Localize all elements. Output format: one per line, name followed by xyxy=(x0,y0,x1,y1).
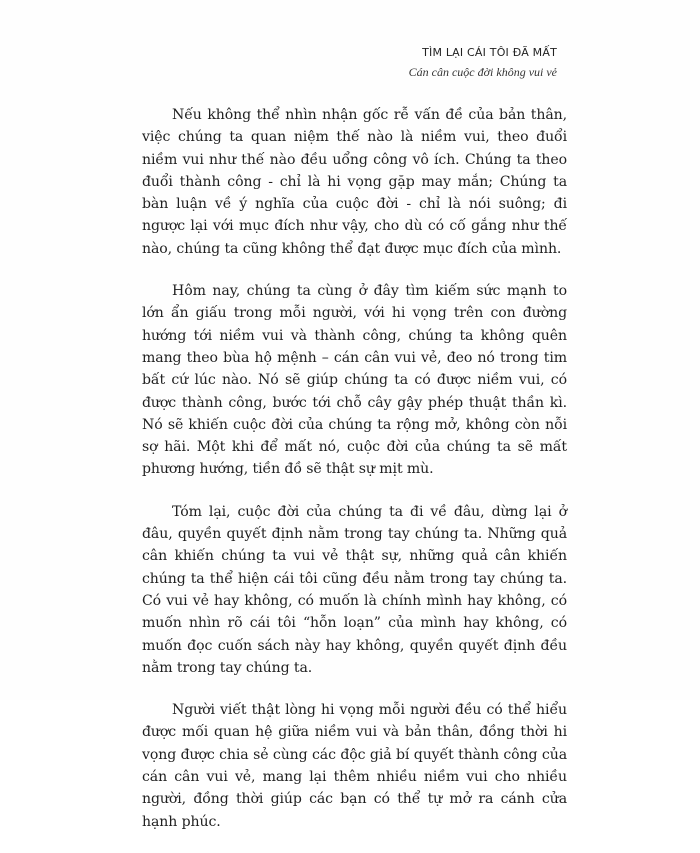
paragraph-1: Nếu không thể nhìn nhận gốc rễ vấn đề của bản thân, việc chúng ta quan niệm thế nào là niềm vui, theo đuổi niềm vui như thế nào đều uổng công vô ích. Chúng ta theo đuổi thành công - chỉ là hi vọng gặp may mắn; Chúng ta bàn luận về ý nghĩa của cuộc đời - chỉ là nói suông; đi ngược lại với mục đích như vậy, cho dù có cố gắng như thế nào, chúng ta cũng không thể đạt được mục đích của mình. xyxy=(142,107,567,257)
chapter-title: Cán cân cuộc đời không vui vẻ xyxy=(408,65,557,79)
paragraph-2: Hôm nay, chúng ta cùng ở đây tìm kiếm sức mạnh to lớn ẩn giấu trong mỗi người, với hi vọng trên con đường hướng tới niềm vui và thành công, chúng ta không quên mang theo bùa hộ mệnh – cán cân vui vẻ, đeo nó trong tim bất cứ lúc nào. Nó sẽ giúp chúng ta có được niềm vui, có được thành công, bước tới chỗ cây gậy phép thuật thần kì. Nó sẽ khiến cuộc đời của chúng ta rộng mở, không còn nỗi sợ hãi. Một khi để mất nó, cuộc đời của chúng ta sẽ mất phương hướng, tiền đồ sẽ thật sự mịt mù. xyxy=(142,283,567,478)
book-title: TÌM LẠI CÁI TÔI ĐÃ MẤT xyxy=(422,46,557,59)
running-header xyxy=(409,47,557,78)
paragraph-4: Người viết thật lòng hi vọng mỗi người đều có thể hiểu được mối quan hệ giữa niềm vui và bản thân, đồng thời hi vọng được chia sẻ cùng các độc giả bí quyết thành công của cán cân vui vẻ, mang lại thêm nhiều niềm vui cho nhiều người, đồng thời giúp các bạn có thể tự mở ra cánh cửa hạnh phúc. xyxy=(142,702,567,830)
paragraph-3: Tóm lại, cuộc đời của chúng ta đi về đâu, dừng lại ở đâu, quyền quyết định nằm trong tay chúng ta. Những quả cân khiến chúng ta vui vẻ thật sự, những quả cân khiến chúng ta thể hiện cái tôi cũng đều nằm trong tay chúng ta. Có vui vẻ hay không, có muốn là chính mình hay không, có muốn nhìn rõ cái tôi “hỗn loạn” của mình hay không, có muốn đọc cuốn sách này hay không, quyền quyết định đều nằm trong tay chúng ta. xyxy=(142,503,567,676)
body-text xyxy=(142,104,567,853)
